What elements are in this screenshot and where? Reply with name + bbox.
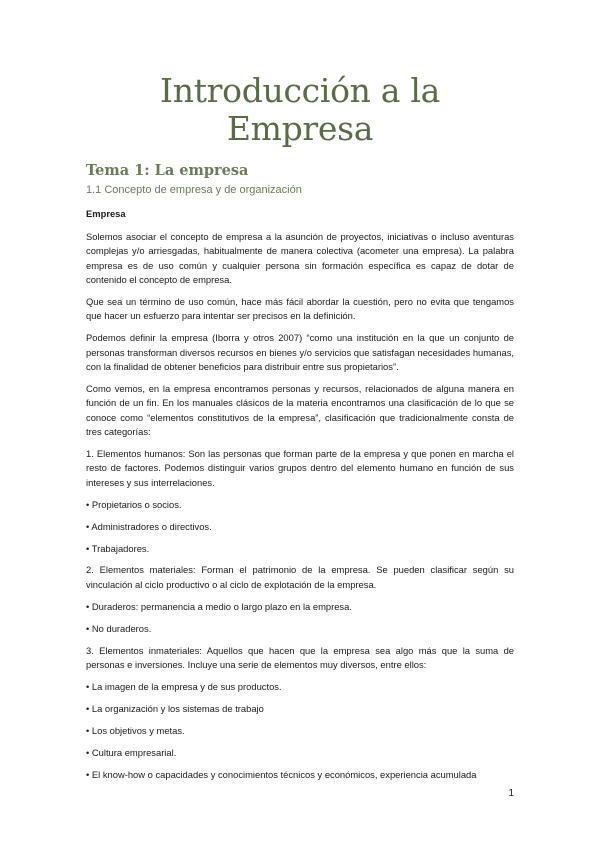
list-item: • Duraderos: permanencia a medio o largo plazo en la empresa.: [86, 600, 352, 612]
paragraph-uso-comun: Que sea un término de uso común, hace más fácil abordar la cuestión, pero no evita que tengamos que hacer un esfuerzo para intentar ser precisos en la definición.: [86, 295, 514, 322]
paragraph-elementos: Como vemos, en la empresa encontramos personas y recursos, relacionados de alguna manera en función de un fin. En los manuales clásicos de la materia encontramos una clasificación de lo que se conoce como “elementos constitutivos de la empresa”, clasificación que tradicionalmente consta de tres categorías:: [86, 382, 514, 438]
section-heading: 1.1 Concepto de empresa y de organización: [86, 184, 302, 197]
list-item: • La organización y los sistemas de trabajo: [86, 702, 264, 714]
list-item: • Trabajadores.: [86, 542, 150, 554]
list-item: • No duraderos.: [86, 622, 152, 634]
document-title: Introducción a la Empresa: [160, 71, 440, 148]
page-number: 1: [508, 788, 514, 799]
paragraph-intro: Solemos asociar el concepto de empresa a la asunción de proyectos, iniciativas o incluso aventuras complejas y/o arriesgadas, habitualmente de manera colectiva (acometer una empresa). La palabra empresa es de uso común y cualquier persona sin formación específica es capaz de dotar de contenido el concepto de empresa.: [86, 230, 514, 285]
list-item: • Cultura empresarial.: [86, 746, 177, 758]
list-item: • Administradores o directivos.: [86, 520, 212, 532]
paragraph-definicion: Podemos definir la empresa (Iborra y otros 2007) “como una institución en la que un conjunto de personas transforman diversos recursos en bienes y/o servicios que satisfagan necesidades humanas, con la finalidad de obtener beneficios para distribuir entre sus propietarios”.: [86, 332, 514, 372]
list-item: • Propietarios o socios.: [86, 498, 182, 510]
list-item: • La imagen de la empresa y de sus productos.: [86, 680, 282, 692]
subheading-empresa: Empresa: [86, 208, 126, 220]
list-item: • Los objetivos y metas.: [86, 724, 185, 736]
paragraph-elementos-materiales: 2. Elementos materiales: Forman el patrimonio de la empresa. Se pueden clasificar según su vinculación al ciclo productivo o al ciclo de explotación de la empresa.: [86, 564, 514, 590]
paragraph-elementos-humanos: 1. Elementos humanos: Son las personas que forman parte de la empresa y que ponen en marcha el resto de factores. Podemos distinguir varios grupos dentro del elemento humano en función de sus intereses y sus interrelaciones.: [86, 448, 514, 488]
paragraph-elementos-inmateriales: 3. Elementos inmateriales: Aquellos que hacen que la empresa sea algo más que la suma de personas e inversiones. Incluye una serie de elementos muy diversos, entre ellos:: [86, 644, 514, 670]
list-item: • El know-how o capacidades y conocimientos técnicos y económicos, experiencia acumulada: [86, 768, 477, 780]
chapter-heading: Tema 1: La empresa: [86, 161, 249, 179]
